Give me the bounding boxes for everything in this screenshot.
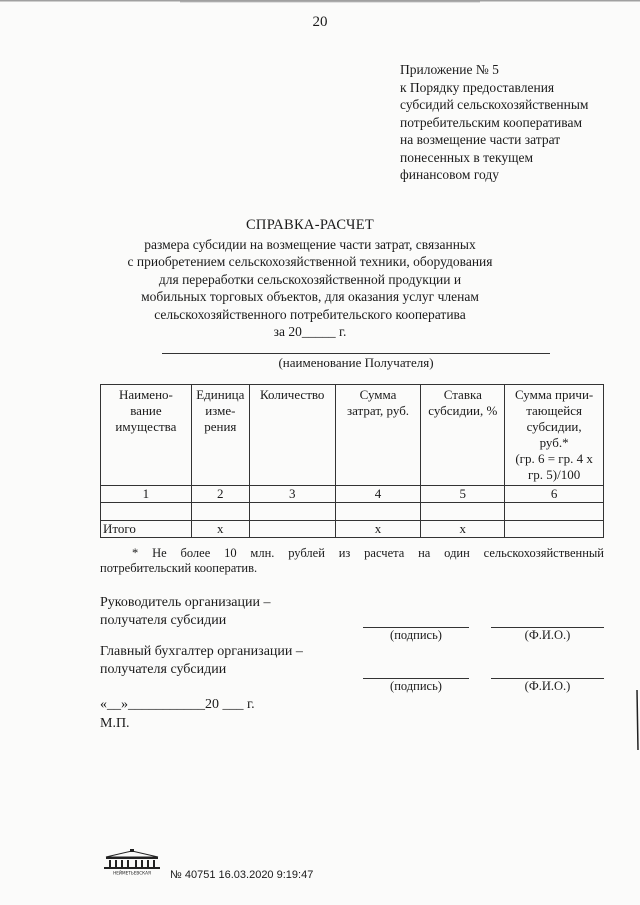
page-number: 20 xyxy=(312,14,328,30)
head-signature-label xyxy=(100,594,270,629)
svg-text:НЕЙМЕТЬЕВСКАЯ: НЕЙМЕТЬЕВСКАЯ xyxy=(113,870,151,875)
signature-caption: (подпись) xyxy=(390,679,442,693)
total-cell[interactable] xyxy=(249,521,335,538)
signature-label-line: получателя субсидии xyxy=(100,612,227,628)
name-caption: (Ф.И.О.) xyxy=(524,679,571,693)
annex-line: субсидий сельскохозяйственным xyxy=(400,97,589,112)
header-cell-quantity: Количество xyxy=(249,385,335,486)
title-line: мобильных торговых объектов, для оказания услуг членам xyxy=(141,289,479,304)
annex-line: финансовом году xyxy=(400,167,500,182)
calculation-table xyxy=(100,384,604,538)
total-cell: х xyxy=(421,521,505,538)
total-cell: х xyxy=(191,521,249,538)
stamp-place-label: М.П. xyxy=(100,716,130,731)
title-line: с приобретением сельскохозяйственной техники, оборудования xyxy=(127,254,493,269)
total-label: Итого xyxy=(101,521,192,538)
annex-line: к Порядку предоставления xyxy=(400,79,555,95)
table-cell[interactable] xyxy=(505,503,604,521)
annex-line: понесенных в текущем xyxy=(400,149,534,165)
header-cell-subsidy: Сумма причи- тающейся субсидии, руб.* (гр. 6 = гр. 4 х гр. 5)/100 xyxy=(505,385,604,486)
column-number: 2 xyxy=(191,486,249,503)
accountant-signature-label xyxy=(100,643,303,678)
title-line: размера субсидии на возмещение части затрат, связанных xyxy=(144,236,476,252)
column-number: 5 xyxy=(421,486,505,503)
name-caption: (Ф.И.О.) xyxy=(524,628,571,642)
total-cell[interactable] xyxy=(505,521,604,538)
header-cell-unit: Единица изме- рения xyxy=(191,385,249,486)
column-number: 6 xyxy=(505,486,604,503)
total-cell: х xyxy=(335,521,421,538)
annex-note xyxy=(400,61,630,184)
column-number: 3 xyxy=(249,486,335,503)
annex-line: Приложение № 5 xyxy=(400,62,499,77)
column-number: 4 xyxy=(335,486,421,503)
date-field[interactable]: «__»___________20 ___ г. xyxy=(100,697,255,712)
title-period: за 20_____ г. xyxy=(273,324,347,339)
table-header-row xyxy=(101,385,604,486)
footnote xyxy=(100,546,604,576)
signature-caption: (подпись) xyxy=(390,628,442,642)
annex-line: на возмещение части затрат xyxy=(400,132,561,147)
footnote-line: потребительский кооператив. xyxy=(100,561,258,575)
table-total-row xyxy=(101,521,604,538)
signature-label-line: Руководитель организации – xyxy=(100,595,271,610)
header-cell-property: Наимено- вание имущества xyxy=(101,385,192,486)
header-cell-cost: Сумма затрат, руб. xyxy=(335,385,421,486)
signature-label-line: Главный бухгалтер организации – xyxy=(100,644,303,659)
table-cell[interactable] xyxy=(191,503,249,521)
table-cell[interactable] xyxy=(249,503,335,521)
footnote-line: * Не более 10 млн. рублей из расчета на один сельскохозяйственный xyxy=(132,546,604,560)
scan-edge-artifact xyxy=(0,0,640,4)
recipient-caption: (наименование Получателя) xyxy=(278,355,434,370)
title-line: для переработки сельскохозяйственной продукции и xyxy=(158,271,462,287)
table-cell[interactable] xyxy=(335,503,421,521)
header-cell-rate: Ставка субсидии, % xyxy=(421,385,505,486)
registry-stamp-logo xyxy=(100,849,164,875)
recipient-name-field[interactable] xyxy=(162,353,550,354)
table-number-row xyxy=(101,486,604,503)
table-cell[interactable] xyxy=(421,503,505,521)
signature-label-line: получателя субсидии xyxy=(100,661,227,677)
annex-line: потребительским кооперативам xyxy=(400,114,583,130)
table-cell[interactable] xyxy=(101,503,192,521)
document-title xyxy=(100,217,520,341)
title-line: сельскохозяйственного потребительского кооператива xyxy=(154,306,466,322)
scan-edge-artifact-right xyxy=(632,690,640,750)
document-registration-id: № 40751 16.03.2020 9:19:47 xyxy=(170,869,314,881)
title-main: СПРАВКА-РАСЧЕТ xyxy=(245,217,375,233)
column-number: 1 xyxy=(101,486,192,503)
table-row xyxy=(101,503,604,521)
